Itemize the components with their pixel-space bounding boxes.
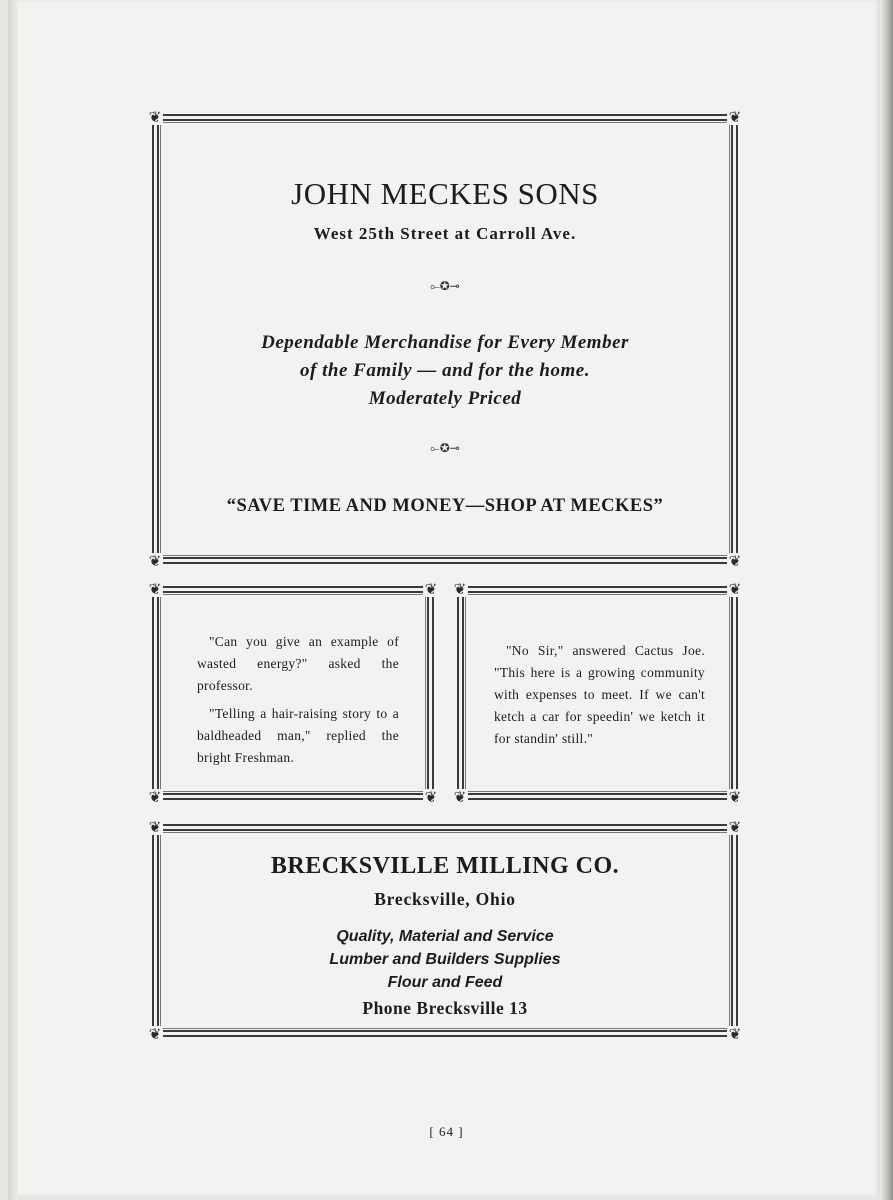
brecksville-product-line: Quality, Material and Service [336, 928, 554, 945]
ornament-corner-icon: ❦ [424, 788, 438, 806]
divider-ornament-icon: ⟜✪⊸ [430, 441, 460, 455]
meckes-ad-frame [148, 108, 742, 570]
brecksville-phone: Phone Brecksville 13 [362, 998, 528, 1018]
brecksville-product-line: Lumber and Builders Supplies [329, 951, 561, 968]
joke-paragraph: "Can you give an example of wasted energy?" asked the professor. [197, 634, 399, 693]
brecksville-town: Brecksville, Ohio [374, 889, 516, 909]
joke-box-cactus-joe [453, 580, 742, 806]
ornament-corner-icon: ❦ [728, 1025, 742, 1043]
brecksville-products [159, 925, 731, 994]
ornament-corner-icon: ❦ [148, 552, 162, 570]
ornament-corner-icon: ❦ [453, 788, 467, 806]
ornament-corner-icon: ❦ [148, 108, 162, 126]
ornament-corner-icon: ❦ [728, 818, 742, 836]
brecksville-company-name: BRECKSVILLE MILLING CO. [270, 853, 620, 879]
joke-text [197, 631, 399, 775]
joke-paragraph: "No Sir," answered Cactus Joe. "This here is a growing community with expenses to meet. If we can't ketch a car for speedin' we ketch it for standin' still." [494, 643, 705, 746]
ornament-corner-icon: ❦ [453, 580, 467, 598]
ornament-corner-icon: ❦ [148, 818, 162, 836]
ornament-corner-icon: ❦ [728, 580, 742, 598]
joke-box-professor [148, 580, 438, 806]
meckes-motto: “SAVE TIME AND MONEY—SHOP AT MECKES” [226, 496, 664, 516]
divider-ornament-icon: ⟜✪⊸ [430, 279, 460, 293]
binding-edge [8, 0, 18, 1200]
joke-paragraph: "Telling a hair-raising story to a baldheaded man," replied the bright Freshman. [197, 706, 399, 765]
ornament-corner-icon: ❦ [148, 788, 162, 806]
brecksville-ad-frame [148, 818, 742, 1043]
ornament-corner-icon: ❦ [728, 552, 742, 570]
meckes-address: West 25th Street at Carroll Ave. [313, 224, 577, 243]
meckes-slogan [159, 329, 731, 413]
ornament-corner-icon: ❦ [148, 1025, 162, 1043]
joke-text [494, 640, 705, 756]
meckes-slogan-line: Dependable Merchandise for Every Member [261, 332, 629, 353]
brecksville-product-line: Flour and Feed [387, 974, 503, 991]
ornament-corner-icon: ❦ [148, 580, 162, 598]
page-edge-shadow [880, 0, 893, 1200]
meckes-slogan-line: Moderately Priced [368, 388, 522, 409]
page-number: [ 64 ] [429, 1124, 464, 1139]
ornament-corner-icon: ❦ [424, 580, 438, 598]
ornament-corner-icon: ❦ [728, 108, 742, 126]
meckes-store-name: JOHN MECKES SONS [291, 176, 599, 211]
meckes-slogan-line: of the Family — and for the home. [300, 360, 590, 381]
ornament-corner-icon: ❦ [728, 788, 742, 806]
